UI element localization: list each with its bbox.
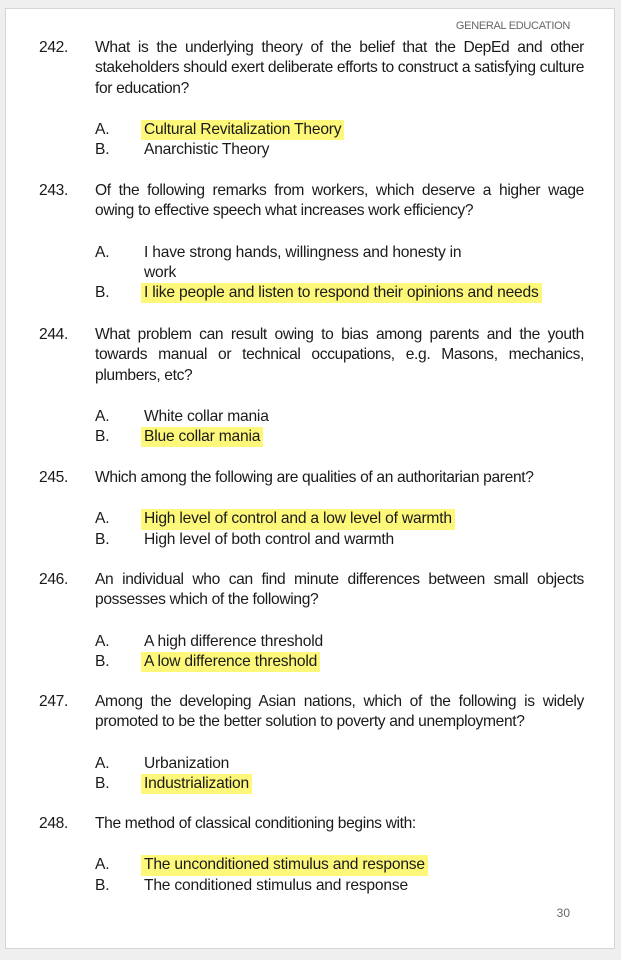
option-text: The conditioned stimulus and response xyxy=(144,876,408,894)
option-text-highlighted: The unconditioned stimulus and response xyxy=(141,855,428,875)
question-number: 246. xyxy=(39,571,68,588)
option-letter: A. xyxy=(95,120,110,138)
option-b xyxy=(95,876,584,896)
option-text: White collar mania xyxy=(144,407,269,425)
option-text-highlighted: Industrialization xyxy=(141,774,252,794)
question-number: 247. xyxy=(39,693,68,710)
option-a xyxy=(95,243,584,284)
question-text: An individual who can find minute differences between small objects possesses which of the following? xyxy=(95,571,584,609)
option-a xyxy=(95,120,584,140)
page-header: GENERAL EDUCATION xyxy=(455,20,570,32)
question-number: 245. xyxy=(39,469,68,486)
option-text: I have strong hands, willingness and honesty in work xyxy=(144,243,462,281)
question-text: Of the following remarks from workers, which deserve a higher wage owing to effective speech what increases work efficiency? xyxy=(95,182,584,220)
question-text: The method of classical conditioning begins with: xyxy=(95,815,416,832)
option-a xyxy=(95,407,584,427)
option-b xyxy=(95,140,584,160)
option-b xyxy=(95,652,584,672)
option-text: Anarchistic Theory xyxy=(144,141,270,159)
option-b xyxy=(95,774,584,794)
option-text: A high difference threshold xyxy=(144,632,323,650)
question-text: Which among the following are qualities of an authoritarian parent? xyxy=(95,469,534,486)
option-a xyxy=(95,509,584,529)
question-247 xyxy=(39,692,584,794)
question-244 xyxy=(39,325,584,447)
option-letter: B. xyxy=(95,652,110,670)
question-number: 248. xyxy=(39,815,68,832)
question-text: What is the underlying theory of the belief that the DepEd and other stakeholders should exert deliberate efforts to construct a satisfying culture for education? xyxy=(95,39,585,97)
option-text-highlighted: Cultural Revitalization Theory xyxy=(141,120,344,140)
question-248 xyxy=(39,814,584,896)
option-text: Urbanization xyxy=(144,754,230,772)
question-number: 242. xyxy=(39,39,68,56)
option-a xyxy=(95,754,584,774)
option-b xyxy=(95,283,584,303)
option-b xyxy=(95,530,584,550)
option-text: High level of both control and warmth xyxy=(144,530,395,548)
option-a xyxy=(95,855,584,875)
option-letter: B. xyxy=(95,284,110,302)
question-number: 243. xyxy=(39,182,68,199)
question-text: What problem can result owing to bias among parents and the youth towards manual or technical occupations, e.g. Masons, mechanics, plumbers, etc? xyxy=(95,326,584,384)
question-245 xyxy=(39,468,584,550)
document-page xyxy=(5,8,615,949)
option-letter: A. xyxy=(95,856,110,874)
question-number: 244. xyxy=(39,326,68,343)
option-letter: A. xyxy=(95,632,110,650)
option-letter: A. xyxy=(95,510,110,528)
question-243 xyxy=(39,181,584,303)
option-letter: B. xyxy=(95,876,110,894)
option-b xyxy=(95,427,584,447)
option-letter: A. xyxy=(95,407,110,425)
option-text-highlighted: Blue collar mania xyxy=(141,427,263,447)
question-246 xyxy=(39,570,584,672)
option-text-highlighted: High level of control and a low level of warmth xyxy=(141,509,455,529)
option-letter: B. xyxy=(95,774,110,792)
option-text-highlighted: I like people and listen to respond their opinions and needs xyxy=(141,283,542,303)
option-a xyxy=(95,632,584,652)
option-letter: B. xyxy=(95,530,110,548)
option-text-highlighted: A low difference threshold xyxy=(141,652,320,672)
option-letter: B. xyxy=(95,141,110,159)
question-text: Among the developing Asian nations, which of the following is widely promoted to be the better solution to poverty and unemployment? xyxy=(95,693,584,731)
question-242 xyxy=(39,38,584,160)
option-letter: A. xyxy=(95,243,110,261)
option-letter: B. xyxy=(95,428,110,446)
option-letter: A. xyxy=(95,754,110,772)
page-number: 30 xyxy=(556,906,570,920)
